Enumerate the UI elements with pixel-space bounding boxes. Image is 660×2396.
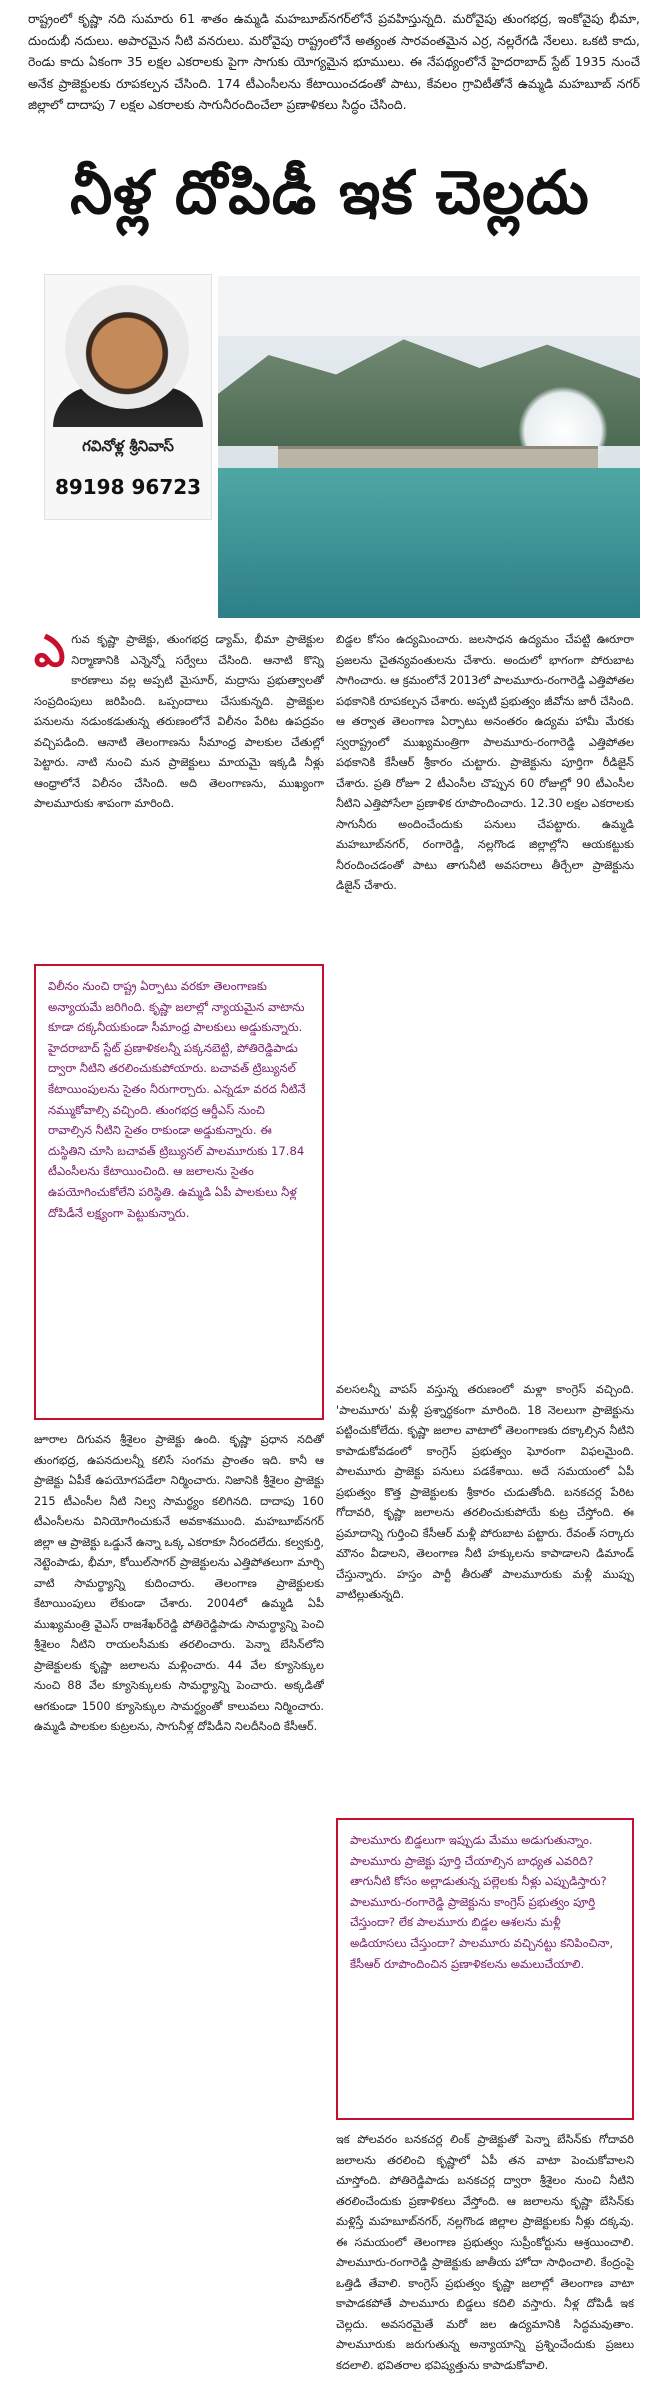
author-name: గవినోళ్ల శ్రీనివాస్ xyxy=(82,437,174,455)
pull-quote-right: పాలమూరు బిడ్డలుగా ఇప్పుడు మేము అడుగుతున్నాం. పాలమూరు ప్రాజెక్టు పూర్తి చేయాల్సిన బాధ్యత ఎవరిది? తాగునీటి కోసం అల్లాడుతున్న పల్లెలకు నీళ్లు ఎప్పుడిస్తారు? పాలమూరు-రంగారెడ్డి ప్రాజెక్టును కాంగ్రెస్ ప్రభుత్వం పూర్తి చేస్తుందా? లేక పాలమూరు బిడ్డల ఆశలను మళ్లీ అడియాసలు చేస్తుందా? పాలమూరు వచ్చినట్టు కనిపించినా, కేసీఆర్ రూపొందించిన ప్రణాళికలను అమలుచేయాలి. xyxy=(336,1818,634,2120)
column-left-bottom: జూరాల దిగువన శ్రీశైలం ప్రాజెక్టు ఉంది. కృష్ణా ప్రధాన నదితో తుంగభద్ర, ఉపనదులన్నీ కలిసే సంగమ ప్రాంతం ఇది. కానీ ఆ ప్రాజెక్టు ఏపీకే ఉపయోగపడేలా నిర్మించారు. నిజానికి శ్రీశైలం ప్రాజెక్టు 215 టీఎంసీల నీటి నిల్వ సామర్థ్యం కలిగినది. దాదాపు 160 టీఎంసీలను వినియోగించుకునే అవకాశముంది. మహబూబ్‌నగర్ జిల్లా ఆ ప్రాజెక్టు ఒడ్డునే ఉన్నా ఒక్క ఎకరాకూ నీరందలేదు. కల్వకుర్తి, నెట్టెంపాడు, భీమా, కోయిల్‌సాగర్ ప్రాజెక్టులను ఎత్తిపోతలుగా మార్చి వాటి సామర్థ్యాన్ని కుదించారు. తెలంగాణ ప్రాజెక్టులకు కేటాయింపులు లేకుండా చేశారు. 2004లో ఉమ్మడి ఏపీ ముఖ్యమంత్రి వైఎస్ రాజశేఖర్‌రెడ్డి పోతిరెడ్డిపాడు సామర్థ్యాన్ని పెంచి శ్రీశైలం నీటిని రాయలసీమకు తరలించారు. పెన్నా బేసిన్‌లోని ప్రాజెక్టులకు కృష్ణా జలాలను మళ్లించారు. 44 వేల క్యూసెక్కుల నుంచి 88 వేల క్యూసెక్కులకు సామర్థ్యాన్ని పెంచారు. అక్కడితో ఆగకుండా 1500 క్యూసెక్కుల సామర్థ్యంతో కాలువలు నిర్మించారు. ఉమ్మడి పాలకుల కుట్రలను, సాగునీళ్ల దోపిడీని నిలదీసింది కేసీఆర్. xyxy=(34,1433,324,1733)
dam-water xyxy=(218,468,640,618)
author-phone: 89198 96723 xyxy=(54,475,202,499)
headline: నీళ్ల దోపిడీ ఇక చెల్లదు xyxy=(70,158,590,228)
intro-paragraph: రాష్ట్రంలో కృష్ణా నది సుమారు 61 శాతం ఉమ్మడి మహబూబ్‌నగర్‌లోనే ప్రవహిస్తున్నది. మరోవైపు తుంగభద్ర, ఇంకోవైపు భీమా, దుందుభీ నదులు. అపారమైన నీటి వనరులు. మరోవైపు రాష్ట్రంలోనే అత్యంత సారవంతమైన ఎర్ర, నల్లరేగడి నేలలు. ఒకటి కాదు, రెండు కాదు ఏకంగా 35 లక్షల ఎకరాలకు పైగా సాగుకు యోగ్యమైన భూములు. ఈ నేపథ్యంలోనే హైదరాబాద్ స్టేట్ 1935 నుంచే అనేక ప్రాజెక్టులకు రూపకల్పన చేసింది. 174 టీఎంసీలను కేటాయించడంతో పాటు, కేవలం గ్రావిటీతోనే ఉమ్మడి మహబూబ్ నగర్ జిల్లాలో దాదాపు 7 లక్షల ఎకరాలకు సాగునీరందించేలా ప్రణాళికలు సిద్ధం చేసింది. xyxy=(28,11,640,113)
author-photo xyxy=(44,274,212,520)
column-right-top: బిడ్డల కోసం ఉద్యమించారు. జలసాధన ఉద్యమం చేపట్టి ఊరూరా ప్రజలను చైతన్యవంతులను చేశారు. అందులో భాగంగా పోరుబాట సాగించారు. ఆ క్రమంలోనే 2013లో పాలమూరు-రంగారెడ్డి ఎత్తిపోతల పథకానికి రూపకల్పన చేశారు. అప్పటి ప్రభుత్వం జీవోను జారీ చేసింది. ఆ తర్వాత తెలంగాణ ఏర్పాటు అనంతరం ఉద్యమ హామీ మేరకు స్వరాష్ట్రంలో ముఖ్యమంత్రిగా పాలమూరు-రంగారెడ్డి ఎత్తిపోతల పథకానికి కేసీఆర్ శ్రీకారం చుట్టారు. ప్రాజెక్టును పూర్తిగా రీడిజైన్ చేశారు. ప్రతి రోజూ 2 టీఎంసీల చొప్పున 60 రోజుల్లో 90 టీఎంసీల నీటిని ఎత్తిపోసేలా ప్రణాళిక రూపొందించారు. 12.30 లక్షల ఎకరాలకు సాగునీరు అందించేందుకు పనులు చేపట్టారు. ఉమ్మడి మహబూబ్‌నగర్, రంగారెడ్డి, నల్లగొండ జిల్లాల్లోని ఆయకట్టుకు నీరందించడంతో పాటు తాగునీటి అవసరాలు తీర్చేలా ప్రాజెక్టును డిజైన్ చేశారు. xyxy=(336,633,634,892)
dropcap: ఎ xyxy=(34,630,66,677)
column-left-top xyxy=(34,630,324,960)
dam-sky xyxy=(218,276,640,336)
author-face xyxy=(65,285,189,409)
column-right-middle: వలసలన్నీ వాపస్ వస్తున్న తరుణంలో మళ్లా కాంగ్రెస్ వచ్చింది. 'పాలమూరు' మళ్లీ ప్రశ్నార్థకంగా మారింది. 18 నెలలుగా ప్రాజెక్టును పట్టించుకోలేదు. కృష్ణా జలాల వాటాలో తెలంగాణకు దక్కాల్సిన నీటిని కాపాడుకోవడంలో కాంగ్రెస్ ప్రభుత్వం ఘోరంగా విఫలమైంది. పాలమూరు ప్రాజెక్టు పనులు పడకేశాయి. అదే సమయంలో ఏపీ ప్రభుత్వం కొత్త ప్రాజెక్టులకు శ్రీకారం చుడుతోంది. బనకచర్ల పేరిట గోదావరి, కృష్ణా జలాలను తరలించుకుపోయే కుట్ర చేస్తోంది. ఈ ప్రమాదాన్ని గుర్తించి కేసీఆర్ మళ్లీ పోరుబాట పట్టారు. రేవంత్ సర్కారు మౌనం వీడాలని, తెలంగాణ నీటి హక్కులను కాపాడాలని డిమాండ్ చేస్తున్నారు. హస్తం పార్టీ తీరుతో పాలమూరుకు మళ్లీ ముప్పు వాటిల్లుతున్నది. xyxy=(336,1383,634,1601)
column-right-bottom: ఇక పోలవరం బనకచర్ల లింక్ ప్రాజెక్టుతో పెన్నా బేసిన్‌కు గోదావరి జలాలను తరలించి కృష్ణాలో ఏపీ తన వాటా పెంచుకోవాలని చూస్తోంది. పోతిరెడ్డిపాడు బనకచర్ల ద్వారా శ్రీశైలం నుంచి నీటిని తరలించేందుకు ప్రణాళికలు వేస్తోంది. ఆ జలాలను కృష్ణా బేసిన్‌కు మళ్లిస్తే మహబూబ్‌నగర్, నల్లగొండ జిల్లాల ప్రాజెక్టులకు నీళ్లు దక్కవు. ఈ సమయంలో తెలంగాణ ప్రభుత్వం సుప్రీంకోర్టును ఆశ్రయించాలి. పాలమూరు-రంగారెడ్డి ప్రాజెక్టుకు జాతీయ హోదా సాధించాలి. కేంద్రంపై ఒత్తిడి తేవాలి. కాంగ్రెస్ ప్రభుత్వం కృష్ణా జలాల్లో తెలంగాణ వాటా కాపాడకపోతే పాలమూరు బిడ్డలు కదిలి వస్తారు. నీళ్ల దోపిడీ ఇక చెల్లదు. అవసరమైతే మరో జల ఉద్యమానికి సిద్ధమవుతాం. పాలమూరుకు జరుగుతున్న అన్యాయాన్ని ప్రశ్నించేందుకు ప్రజలు కదలాలి. భవితరాల భవిష్యత్తును కాపాడుకోవాలి. xyxy=(336,2133,634,2372)
dam-photo xyxy=(218,276,640,618)
pull-quote-left: విలీనం నుంచి రాష్ట్ర ఏర్పాటు వరకూ తెలంగాణకు అన్యాయమే జరిగింది. కృష్ణా జలాల్లో న్యాయమైన వాటాను కూడా దక్కనీయకుండా సీమాంధ్ర పాలకులు అడ్డుకున్నారు. హైదరాబాద్ స్టేట్ ప్రణాళికలన్నీ పక్కనబెట్టి, పోతిరెడ్డిపాడు ద్వారా నీటిని తరలించుకుపోయారు. బచావత్ ట్రిబ్యునల్ కేటాయింపులను సైతం నీరుగార్చారు. ఎన్నడూ వరద నీటినే నమ్ముకోవాల్సి వచ్చింది. తుంగభద్ర ఆర్డీఎస్ నుంచి రావాల్సిన నీటిని సైతం రాకుండా అడ్డుకున్నారు. ఈ దుస్థితిని చూసి బచావత్ ట్రిబ్యునల్ పాలమూరుకు 17.84 టీఎంసీలను కేటాయించింది. ఆ జలాలను సైతం ఉపయోగించుకోలేని పరిస్థితి. ఉమ్మడి ఏపీ పాలకులు నీళ్ల దోపిడీనే లక్ష్యంగా పెట్టుకున్నారు. xyxy=(34,964,324,1420)
column-left-top-text: గువ కృష్ణా ప్రాజెక్టు, తుంగభద్ర డ్యామ్, భీమా ప్రాజెక్టుల నిర్మాణానికి ఎన్నెన్నో సర్వేలు చేసింది. ఆనాటి కొన్ని కారణాలు వల్ల అప్పటి మైసూర్, మద్రాసు ప్రభుత్వాలతో సంప్రదింపులు జరిపింది. ఒప్పందాలు చేసుకున్నది. ప్రాజెక్టుల పనులను నడుంకడుతున్న తరుణంలోనే విలీనం పేరిట ఉపద్రవం వచ్చిపడింది. ఆనాటి తెలంగాణను సీమాంధ్ర పాలకుల చేతుల్లో పెట్టారు. నాటి నుంచి మన ప్రాజెక్టులు మాయమై ఇక్కడి నీళ్లు ఆంధ్రాలోనే విలీనం చేసింది. అది తెలంగాణను, ముఖ్యంగా పాలమూరుకు శాపంగా మారింది. xyxy=(34,633,324,810)
